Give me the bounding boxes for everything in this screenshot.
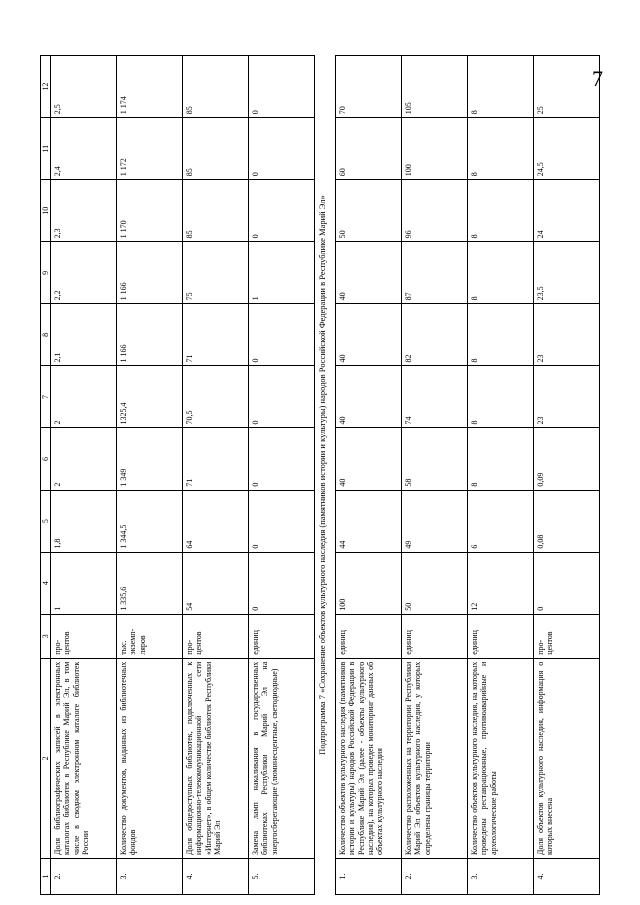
- table-row: [183, 56, 249, 895]
- value-cell: 2,4: [51, 118, 117, 180]
- col-header: 12: [41, 56, 51, 118]
- unit: тыс. экземп-ляров: [117, 614, 183, 658]
- value-cell: 64: [183, 490, 249, 552]
- value-cell: 0: [249, 428, 315, 490]
- value-cell: 8: [468, 242, 534, 304]
- row-number: 4.: [183, 858, 249, 894]
- value-cell: 24: [534, 180, 600, 242]
- row-number: 2.: [402, 858, 468, 894]
- value-cell: 82: [402, 304, 468, 366]
- value-cell: 50: [336, 180, 402, 242]
- value-cell: 2,5: [51, 56, 117, 118]
- value-cell: 87: [402, 242, 468, 304]
- col-header: 10: [41, 180, 51, 242]
- indicators-table: [40, 55, 600, 895]
- value-cell: 2,3: [51, 180, 117, 242]
- col-header: 5: [41, 490, 51, 552]
- value-cell: 25: [534, 56, 600, 118]
- value-cell: 1 166: [117, 242, 183, 304]
- value-cell: 6: [468, 490, 534, 552]
- value-cell: 40: [336, 366, 402, 428]
- indicator-name: Количество документов, выданных из библиотечных фондов: [117, 658, 183, 858]
- col-header: 2: [41, 658, 51, 858]
- value-cell: 58: [402, 428, 468, 490]
- value-cell: 23,5: [534, 242, 600, 304]
- unit: про-центов: [183, 614, 249, 658]
- value-cell: 23: [534, 304, 600, 366]
- row-number: 3.: [468, 858, 534, 894]
- value-cell: 40: [336, 242, 402, 304]
- value-cell: 8: [468, 366, 534, 428]
- value-cell: 100: [402, 118, 468, 180]
- value-cell: 23: [534, 366, 600, 428]
- value-cell: 85: [183, 56, 249, 118]
- indicator-name: Количество объектов культурного наследия (памятников истории и культуры) народов Российской Федерации в Республике Марий Эл (далее - объекты культурного наследия), на которых проведен мониторинг данных об объектах культурного наследия: [336, 658, 402, 858]
- indicator-name: Доля общедоступных библиотек, подключенных к информационно-телекоммуникационной сети «Интернет», в общем количестве библиотек Республики Марий Эл: [183, 658, 249, 858]
- value-cell: 1 170: [117, 180, 183, 242]
- value-cell: 70: [336, 56, 402, 118]
- indicator-name: Доля объектов культурного наследия, информация о которых внесена: [534, 658, 600, 858]
- value-cell: 0,08: [534, 490, 600, 552]
- table-row: [402, 56, 468, 895]
- value-cell: 71: [183, 304, 249, 366]
- unit: единиц: [402, 614, 468, 658]
- value-cell: 54: [183, 552, 249, 614]
- value-cell: 1 344,5: [117, 490, 183, 552]
- value-cell: 74: [402, 366, 468, 428]
- value-cell: 85: [183, 118, 249, 180]
- col-header: 6: [41, 428, 51, 490]
- value-cell: 2,1: [51, 304, 117, 366]
- value-cell: 8: [468, 304, 534, 366]
- col-header: 8: [41, 304, 51, 366]
- value-cell: 40: [336, 304, 402, 366]
- indicator-name: Замена ламп накаливания в государственных библиотеках Республики Марий Эл на энергосберегающие (люминесцентные, светодиодные): [249, 658, 315, 858]
- col-header: 7: [41, 366, 51, 428]
- value-cell: 44: [336, 490, 402, 552]
- subprogram-row: [315, 56, 336, 895]
- value-cell: 96: [402, 180, 468, 242]
- value-cell: 2,2: [51, 242, 117, 304]
- value-cell: 1: [51, 552, 117, 614]
- rotated-table-wrapper: [40, 55, 615, 895]
- value-cell: 24,5: [534, 118, 600, 180]
- value-cell: 12: [468, 552, 534, 614]
- value-cell: 1: [249, 242, 315, 304]
- value-cell: 2: [51, 428, 117, 490]
- table-row: [117, 56, 183, 895]
- value-cell: 8: [468, 118, 534, 180]
- subprogram-title: Подпрограмма 7 «Сохранение объектов культурного наследия (памятников истории и культуры) народов Российской Федерации в Республике Марий Эл»: [315, 56, 336, 895]
- column-number-header: [41, 56, 51, 895]
- value-cell: 0: [249, 366, 315, 428]
- table-row: [51, 56, 117, 895]
- col-header: 3: [41, 614, 51, 658]
- value-cell: 1 166: [117, 304, 183, 366]
- page-number: 7: [592, 66, 603, 91]
- value-cell: 8: [468, 428, 534, 490]
- col-header: 4: [41, 552, 51, 614]
- table-row: [468, 56, 534, 895]
- table-row: [336, 56, 402, 895]
- value-cell: 0: [249, 56, 315, 118]
- value-cell: 105: [402, 56, 468, 118]
- value-cell: 1 172: [117, 118, 183, 180]
- indicator-name: Количество объектов культурного наследия, на которых проведены реставрационные, противоаварийные и археологические работы: [468, 658, 534, 858]
- value-cell: 50: [402, 552, 468, 614]
- table-row: [249, 56, 315, 895]
- value-cell: 71: [183, 428, 249, 490]
- value-cell: 100: [336, 552, 402, 614]
- value-cell: 2: [51, 366, 117, 428]
- indicator-name: Количество расположенных на территории Республики Марий Эл объектов культурного наследия, у которых определены границы территории: [402, 658, 468, 858]
- value-cell: 0: [249, 180, 315, 242]
- unit: единиц: [468, 614, 534, 658]
- value-cell: 85: [183, 180, 249, 242]
- value-cell: 40: [336, 428, 402, 490]
- value-cell: 0: [249, 552, 315, 614]
- table-row: [534, 56, 600, 895]
- value-cell: 70,5: [183, 366, 249, 428]
- row-number: 1.: [336, 858, 402, 894]
- unit: единиц: [336, 614, 402, 658]
- col-header: 1: [41, 858, 51, 894]
- row-number: 2.: [51, 858, 117, 894]
- value-cell: 1 174: [117, 56, 183, 118]
- col-header: 9: [41, 242, 51, 304]
- unit: про-центов: [534, 614, 600, 658]
- unit: единиц: [249, 614, 315, 658]
- value-cell: 0: [249, 304, 315, 366]
- unit: про-центов: [51, 614, 117, 658]
- indicator-name: Доля библиографических записей в электронных каталогах библиотек в Республике Марий Эл, в том числе в сводном электронном каталоге библиотек России: [51, 658, 117, 858]
- value-cell: 0,09: [534, 428, 600, 490]
- value-cell: 49: [402, 490, 468, 552]
- row-number: 5.: [249, 858, 315, 894]
- value-cell: 0: [249, 118, 315, 180]
- row-number: 3.: [117, 858, 183, 894]
- value-cell: 1,8: [51, 490, 117, 552]
- value-cell: 8: [468, 56, 534, 118]
- value-cell: 60: [336, 118, 402, 180]
- value-cell: 1 335,6: [117, 552, 183, 614]
- row-number: 4.: [534, 858, 600, 894]
- value-cell: 1 349: [117, 428, 183, 490]
- value-cell: 0: [249, 490, 315, 552]
- col-header: 11: [41, 118, 51, 180]
- value-cell: 1325,4: [117, 366, 183, 428]
- value-cell: 75: [183, 242, 249, 304]
- value-cell: 8: [468, 180, 534, 242]
- value-cell: 0: [534, 552, 600, 614]
